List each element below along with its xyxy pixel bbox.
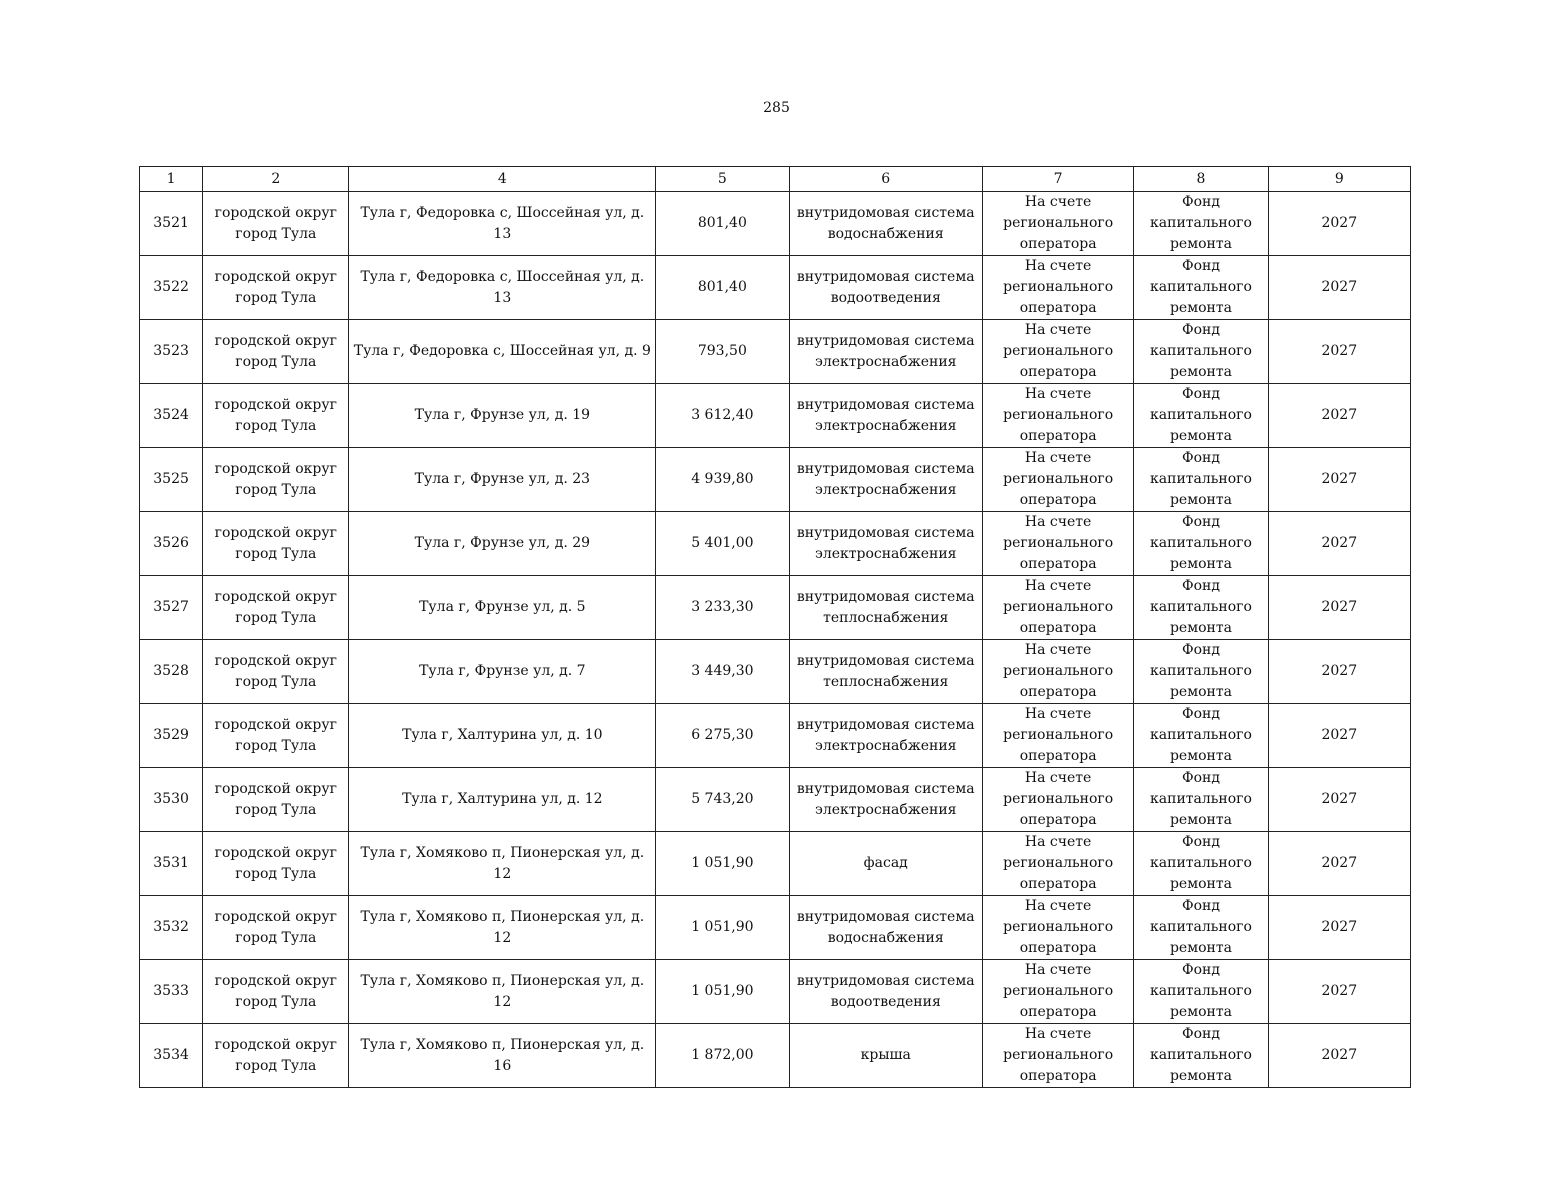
account-cell-line: На счете: [1024, 834, 1092, 850]
fund-owner-cell-line: ремонта: [1169, 364, 1232, 380]
account-cell: [982, 192, 1133, 256]
fund-owner-cell-line: капитального: [1150, 855, 1252, 871]
address-cell: Тула г, Фрунзе ул, д. 19: [349, 384, 656, 448]
municipality-cell-line: город Тула: [235, 417, 317, 434]
account-cell-line: регионального: [1003, 1047, 1114, 1063]
area-cell: 3 612,40: [656, 384, 789, 448]
municipality-cell: [203, 640, 349, 704]
account-cell: [982, 448, 1133, 512]
fund-owner-cell-line: ремонта: [1169, 236, 1232, 252]
fund-owner-cell-line: Фонд: [1181, 962, 1220, 978]
address-cell: Тула г, Халтурина ул, д. 10: [349, 704, 656, 768]
fund-owner-cell-line: Фонд: [1181, 834, 1220, 850]
table-row: [140, 896, 1411, 960]
work-type-cell-line: внутридомовая система: [796, 460, 975, 477]
work-type-cell: [789, 256, 982, 320]
work-type-cell-line: внутридомовая система: [796, 524, 975, 541]
municipality-cell-line: городской округ: [214, 780, 337, 797]
fund-owner-cell-line: капитального: [1150, 919, 1252, 935]
table-row: [140, 512, 1411, 576]
year-cell: 2027: [1268, 192, 1410, 256]
account-cell-line: регионального: [1003, 599, 1114, 615]
account-cell-line: оператора: [1019, 492, 1097, 508]
address-cell: Тула г, Фрунзе ул, д. 5: [349, 576, 656, 640]
account-cell: [982, 640, 1133, 704]
account-cell-line: На счете: [1024, 386, 1092, 402]
account-cell-line: На счете: [1024, 322, 1092, 338]
row-number-cell: 3522: [140, 256, 203, 320]
account-cell-line: На счете: [1024, 194, 1092, 210]
work-type-cell-line: водоснабжения: [827, 929, 944, 946]
municipality-cell: [203, 256, 349, 320]
fund-owner-cell: [1134, 256, 1268, 320]
area-cell: 6 275,30: [656, 704, 789, 768]
account-cell-line: На счете: [1024, 770, 1092, 786]
work-type-cell-line: внутридомовая система: [796, 972, 975, 989]
table-row: [140, 448, 1411, 512]
municipality-cell-line: городской округ: [214, 268, 337, 285]
account-cell-line: регионального: [1003, 919, 1114, 935]
address-cell: Тула г, Хомяково п, Пионерская ул, д. 16: [349, 1024, 656, 1088]
account-cell-line: На счете: [1024, 514, 1092, 530]
fund-owner-cell-line: Фонд: [1181, 450, 1220, 466]
fund-owner-cell-line: ремонта: [1169, 1004, 1232, 1020]
account-cell-line: оператора: [1019, 620, 1097, 636]
municipality-cell-line: город Тула: [235, 673, 317, 690]
area-cell: 4 939,80: [656, 448, 789, 512]
account-cell-line: На счете: [1024, 258, 1092, 274]
work-type-cell-line: электроснабжения: [814, 481, 957, 498]
municipality-cell-line: город Тула: [235, 289, 317, 306]
fund-owner-cell: [1134, 640, 1268, 704]
fund-owner-cell-line: ремонта: [1169, 940, 1232, 956]
fund-owner-cell-line: Фонд: [1181, 706, 1220, 722]
page-number: 285: [763, 100, 790, 116]
fund-owner-cell-line: капитального: [1150, 471, 1252, 487]
work-type-cell: [789, 512, 982, 576]
municipality-cell-line: городской округ: [214, 844, 337, 861]
account-cell-line: регионального: [1003, 535, 1114, 551]
municipality-cell: [203, 384, 349, 448]
fund-owner-cell-line: ремонта: [1169, 684, 1232, 700]
municipality-cell-line: город Тула: [235, 865, 317, 882]
year-cell: 2027: [1268, 1024, 1410, 1088]
area-cell: 1 051,90: [656, 832, 789, 896]
address-cell: Тула г, Хомяково п, Пионерская ул, д. 12: [349, 896, 656, 960]
year-cell: 2027: [1268, 960, 1410, 1024]
municipality-cell-line: город Тула: [235, 1057, 317, 1074]
fund-owner-cell-line: ремонта: [1169, 492, 1232, 508]
area-cell: 5 401,00: [656, 512, 789, 576]
area-cell: 1 051,90: [656, 896, 789, 960]
municipality-cell: [203, 832, 349, 896]
fund-owner-cell-line: ремонта: [1169, 428, 1232, 444]
column-header: 6: [789, 167, 982, 192]
year-cell: 2027: [1268, 576, 1410, 640]
account-cell-line: оператора: [1019, 940, 1097, 956]
account-cell-line: оператора: [1019, 236, 1097, 252]
area-cell: 1 051,90: [656, 960, 789, 1024]
municipality-cell: [203, 704, 349, 768]
account-cell: [982, 320, 1133, 384]
work-type-cell-line: внутридомовая система: [796, 652, 975, 669]
table-row: [140, 1024, 1411, 1088]
municipality-cell: [203, 576, 349, 640]
address-cell: Тула г, Фрунзе ул, д. 23: [349, 448, 656, 512]
table-row: [140, 704, 1411, 768]
table-body: [140, 192, 1411, 1088]
year-cell: 2027: [1268, 704, 1410, 768]
account-cell-line: оператора: [1019, 1068, 1097, 1084]
work-type-cell: [789, 896, 982, 960]
municipality-cell-line: городской округ: [214, 588, 337, 605]
area-cell: 3 233,30: [656, 576, 789, 640]
year-cell: 2027: [1268, 832, 1410, 896]
table-row: [140, 256, 1411, 320]
municipality-cell-line: городской округ: [214, 524, 337, 541]
fund-owner-cell-line: капитального: [1150, 983, 1252, 999]
table-row: [140, 640, 1411, 704]
address-cell: Тула г, Халтурина ул, д. 12: [349, 768, 656, 832]
account-cell-line: регионального: [1003, 279, 1114, 295]
work-type-cell: [789, 320, 982, 384]
municipality-cell: [203, 448, 349, 512]
account-cell-line: оператора: [1019, 428, 1097, 444]
municipality-cell-line: городской округ: [214, 396, 337, 413]
area-cell: 801,40: [656, 192, 789, 256]
account-cell-line: На счете: [1024, 450, 1092, 466]
municipality-cell-line: город Тула: [235, 737, 317, 754]
fund-owner-cell-line: капитального: [1150, 279, 1252, 295]
municipality-cell: [203, 960, 349, 1024]
work-type-cell-line: внутридомовая система: [796, 204, 975, 221]
area-cell: 801,40: [656, 256, 789, 320]
municipality-cell-line: городской округ: [214, 972, 337, 989]
table-row: [140, 576, 1411, 640]
fund-owner-cell: [1134, 448, 1268, 512]
year-cell: 2027: [1268, 512, 1410, 576]
fund-owner-cell: [1134, 384, 1268, 448]
work-type-cell-line: внутридомовая система: [796, 588, 975, 605]
area-cell: 793,50: [656, 320, 789, 384]
fund-owner-cell-line: ремонта: [1169, 556, 1232, 572]
repair-program-table: [139, 166, 1411, 1088]
work-type-cell-line: электроснабжения: [814, 417, 957, 434]
fund-owner-cell-line: Фонд: [1181, 642, 1220, 658]
row-number-cell: 3529: [140, 704, 203, 768]
account-cell: [982, 1024, 1133, 1088]
account-cell-line: регионального: [1003, 343, 1114, 359]
work-type-cell-line: внутридомовая система: [796, 396, 975, 413]
work-type-cell-line: внутридомовая система: [796, 780, 975, 797]
work-type-cell-line: внутридомовая система: [796, 908, 975, 925]
work-type-cell-line: электроснабжения: [814, 801, 957, 818]
work-type-cell: [789, 640, 982, 704]
row-number-cell: 3532: [140, 896, 203, 960]
fund-owner-cell-line: Фонд: [1181, 578, 1220, 594]
work-type-cell: [789, 768, 982, 832]
municipality-cell-line: городской округ: [214, 1036, 337, 1053]
work-type-cell-line: водоснабжения: [827, 225, 944, 242]
account-cell-line: На счете: [1024, 706, 1092, 722]
fund-owner-cell-line: Фонд: [1181, 898, 1220, 914]
municipality-cell: [203, 896, 349, 960]
column-header: 4: [349, 167, 656, 192]
work-type-cell-line: теплоснабжения: [823, 609, 949, 626]
fund-owner-cell-line: капитального: [1150, 343, 1252, 359]
fund-owner-cell-line: Фонд: [1181, 770, 1220, 786]
account-cell-line: На счете: [1024, 1026, 1092, 1042]
area-cell: 3 449,30: [656, 640, 789, 704]
account-cell-line: регионального: [1003, 215, 1114, 231]
row-number-cell: 3528: [140, 640, 203, 704]
fund-owner-cell: [1134, 576, 1268, 640]
fund-owner-cell-line: ремонта: [1169, 876, 1232, 892]
row-number-cell: 3524: [140, 384, 203, 448]
fund-owner-cell-line: Фонд: [1181, 386, 1220, 402]
municipality-cell-line: город Тула: [235, 929, 317, 946]
account-cell-line: регионального: [1003, 727, 1114, 743]
account-cell: [982, 960, 1133, 1024]
table-row: [140, 320, 1411, 384]
column-header: 1: [140, 167, 203, 192]
account-cell-line: регионального: [1003, 407, 1114, 423]
fund-owner-cell-line: капитального: [1150, 215, 1252, 231]
work-type-cell-line: водоотведения: [830, 993, 941, 1010]
year-cell: 2027: [1268, 256, 1410, 320]
municipality-cell-line: город Тула: [235, 481, 317, 498]
work-type-cell-line: крыша: [860, 1047, 911, 1063]
work-type-cell-line: электроснабжения: [814, 545, 957, 562]
address-cell: Тула г, Хомяково п, Пионерская ул, д. 12: [349, 960, 656, 1024]
fund-owner-cell: [1134, 1024, 1268, 1088]
table-header: [140, 167, 1411, 192]
municipality-cell-line: город Тула: [235, 225, 317, 242]
account-cell-line: оператора: [1019, 748, 1097, 764]
account-cell-line: регионального: [1003, 663, 1114, 679]
address-cell: Тула г, Фрунзе ул, д. 7: [349, 640, 656, 704]
account-cell: [982, 256, 1133, 320]
table-row: [140, 192, 1411, 256]
account-cell-line: регионального: [1003, 791, 1114, 807]
fund-owner-cell: [1134, 896, 1268, 960]
fund-owner-cell: [1134, 768, 1268, 832]
column-header: 5: [656, 167, 789, 192]
row-number-cell: 3521: [140, 192, 203, 256]
table-row: [140, 832, 1411, 896]
work-type-cell: [789, 960, 982, 1024]
account-cell: [982, 768, 1133, 832]
municipality-cell-line: городской округ: [214, 652, 337, 669]
fund-owner-cell-line: капитального: [1150, 407, 1252, 423]
municipality-cell-line: город Тула: [235, 353, 317, 370]
fund-owner-cell: [1134, 832, 1268, 896]
account-cell: [982, 384, 1133, 448]
account-cell-line: На счете: [1024, 642, 1092, 658]
fund-owner-cell-line: ремонта: [1169, 812, 1232, 828]
account-cell-line: оператора: [1019, 1004, 1097, 1020]
municipality-cell-line: городской округ: [214, 204, 337, 221]
municipality-cell: [203, 192, 349, 256]
header-row: [140, 167, 1411, 192]
municipality-cell-line: городской округ: [214, 332, 337, 349]
work-type-cell: [789, 448, 982, 512]
account-cell: [982, 576, 1133, 640]
account-cell-line: регионального: [1003, 983, 1114, 999]
fund-owner-cell-line: Фонд: [1181, 1026, 1220, 1042]
address-cell: Тула г, Федоровка с, Шоссейная ул, д. 9: [349, 320, 656, 384]
address-cell: Тула г, Федоровка с, Шоссейная ул, д. 13: [349, 256, 656, 320]
work-type-cell-line: внутридомовая система: [796, 716, 975, 733]
account-cell-line: оператора: [1019, 812, 1097, 828]
address-cell: Тула г, Федоровка с, Шоссейная ул, д. 13: [349, 192, 656, 256]
column-header: 8: [1134, 167, 1268, 192]
row-number-cell: 3527: [140, 576, 203, 640]
table-row: [140, 384, 1411, 448]
area-cell: 1 872,00: [656, 1024, 789, 1088]
fund-owner-cell-line: капитального: [1150, 1047, 1252, 1063]
row-number-cell: 3525: [140, 448, 203, 512]
account-cell-line: регионального: [1003, 855, 1114, 871]
work-type-cell-line: электроснабжения: [814, 353, 957, 370]
municipality-cell: [203, 512, 349, 576]
fund-owner-cell-line: Фонд: [1181, 514, 1220, 530]
year-cell: 2027: [1268, 384, 1410, 448]
address-cell: Тула г, Фрунзе ул, д. 29: [349, 512, 656, 576]
table-row: [140, 960, 1411, 1024]
column-header: 9: [1268, 167, 1410, 192]
municipality-cell: [203, 320, 349, 384]
work-type-cell: [789, 576, 982, 640]
municipality-cell-line: городской округ: [214, 716, 337, 733]
fund-owner-cell-line: капитального: [1150, 727, 1252, 743]
row-number-cell: 3523: [140, 320, 203, 384]
area-cell: 5 743,20: [656, 768, 789, 832]
work-type-cell-line: водоотведения: [830, 289, 941, 306]
work-type-cell: [789, 1024, 982, 1088]
fund-owner-cell-line: ремонта: [1169, 1068, 1232, 1084]
fund-owner-cell-line: капитального: [1150, 663, 1252, 679]
fund-owner-cell-line: капитального: [1150, 535, 1252, 551]
work-type-cell: [789, 704, 982, 768]
table-row: [140, 768, 1411, 832]
account-cell-line: оператора: [1019, 684, 1097, 700]
work-type-cell-line: фасад: [863, 855, 908, 871]
fund-owner-cell-line: Фонд: [1181, 322, 1220, 338]
fund-owner-cell: [1134, 192, 1268, 256]
account-cell: [982, 704, 1133, 768]
fund-owner-cell: [1134, 320, 1268, 384]
address-cell: Тула г, Хомяково п, Пионерская ул, д. 12: [349, 832, 656, 896]
account-cell: [982, 896, 1133, 960]
municipality-cell-line: городской округ: [214, 908, 337, 925]
fund-owner-cell: [1134, 704, 1268, 768]
work-type-cell: [789, 384, 982, 448]
row-number-cell: 3530: [140, 768, 203, 832]
fund-owner-cell-line: капитального: [1150, 599, 1252, 615]
year-cell: 2027: [1268, 320, 1410, 384]
row-number-cell: 3526: [140, 512, 203, 576]
row-number-cell: 3531: [140, 832, 203, 896]
fund-owner-cell-line: ремонта: [1169, 748, 1232, 764]
fund-owner-cell-line: ремонта: [1169, 620, 1232, 636]
work-type-cell-line: электроснабжения: [814, 737, 957, 754]
fund-owner-cell: [1134, 960, 1268, 1024]
work-type-cell-line: теплоснабжения: [823, 673, 949, 690]
account-cell-line: регионального: [1003, 471, 1114, 487]
account-cell: [982, 512, 1133, 576]
work-type-cell-line: внутридомовая система: [796, 268, 975, 285]
row-number-cell: 3534: [140, 1024, 203, 1088]
year-cell: 2027: [1268, 896, 1410, 960]
year-cell: 2027: [1268, 448, 1410, 512]
work-type-cell: [789, 192, 982, 256]
account-cell-line: На счете: [1024, 962, 1092, 978]
account-cell-line: оператора: [1019, 556, 1097, 572]
account-cell-line: оператора: [1019, 300, 1097, 316]
municipality-cell-line: город Тула: [235, 609, 317, 626]
municipality-cell: [203, 768, 349, 832]
municipality-cell-line: город Тула: [235, 545, 317, 562]
municipality-cell-line: городской округ: [214, 460, 337, 477]
work-type-cell-line: внутридомовая система: [796, 332, 975, 349]
municipality-cell-line: город Тула: [235, 801, 317, 818]
account-cell-line: На счете: [1024, 578, 1092, 594]
row-number-cell: 3533: [140, 960, 203, 1024]
account-cell-line: оператора: [1019, 364, 1097, 380]
work-type-cell: [789, 832, 982, 896]
account-cell: [982, 832, 1133, 896]
year-cell: 2027: [1268, 640, 1410, 704]
municipality-cell: [203, 1024, 349, 1088]
fund-owner-cell-line: Фонд: [1181, 258, 1220, 274]
fund-owner-cell-line: капитального: [1150, 791, 1252, 807]
column-header: 2: [203, 167, 349, 192]
municipality-cell-line: город Тула: [235, 993, 317, 1010]
column-header: 7: [982, 167, 1133, 192]
account-cell-line: На счете: [1024, 898, 1092, 914]
account-cell-line: оператора: [1019, 876, 1097, 892]
fund-owner-cell-line: Фонд: [1181, 194, 1220, 210]
year-cell: 2027: [1268, 768, 1410, 832]
fund-owner-cell-line: ремонта: [1169, 300, 1232, 316]
fund-owner-cell: [1134, 512, 1268, 576]
